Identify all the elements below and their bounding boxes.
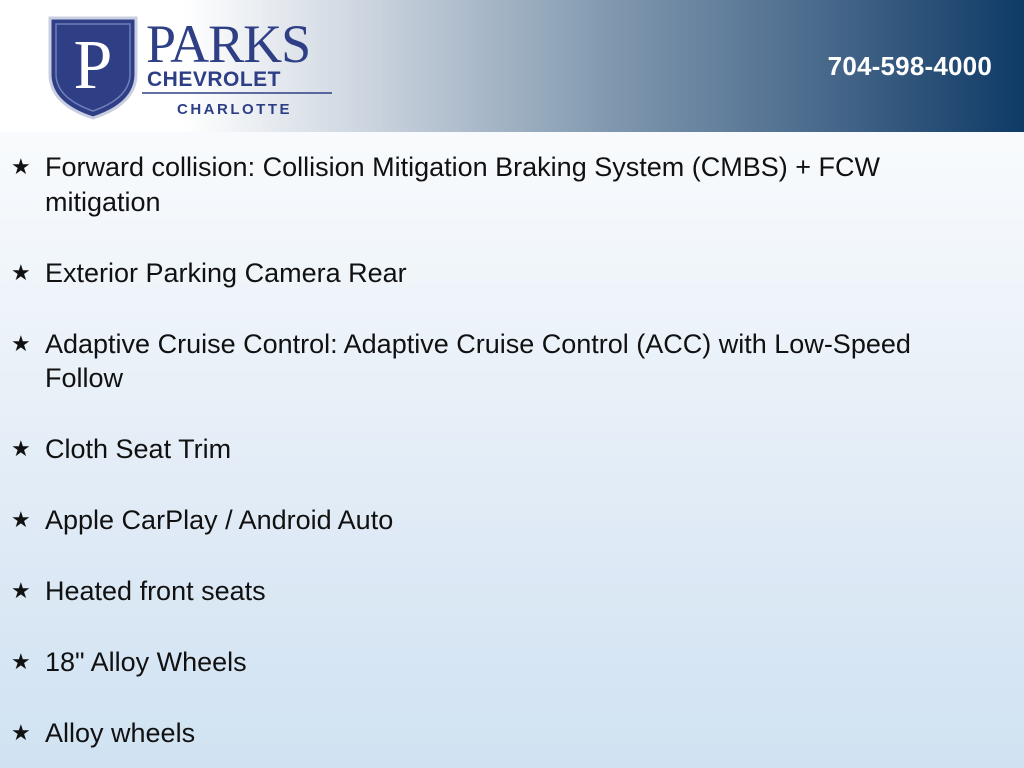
- logo-location: CHARLOTTE: [177, 101, 292, 118]
- dealer-phone-number[interactable]: 704-598-4000: [827, 51, 992, 81]
- logo-brand: PARKS: [146, 14, 311, 74]
- logo-monogram: P: [73, 27, 113, 104]
- feature-item: [0, 432, 1024, 467]
- star-icon: ★: [11, 649, 31, 674]
- star-icon: ★: [11, 720, 31, 745]
- feature-item: [0, 645, 1024, 680]
- feature-label: 18" Alloy Wheels: [45, 647, 247, 677]
- star-icon: ★: [11, 578, 31, 603]
- feature-label: Heated front seats: [45, 576, 266, 606]
- star-icon: ★: [11, 507, 31, 532]
- feature-item: [0, 150, 1024, 219]
- star-icon: ★: [11, 154, 31, 179]
- parks-chevrolet-logo: [46, 12, 346, 122]
- star-icon: ★: [11, 330, 31, 356]
- feature-item: [0, 256, 1024, 291]
- feature-list: [0, 150, 1024, 768]
- feature-item: [0, 716, 1024, 751]
- feature-label: Adaptive Cruise Control: Adaptive Cruise Control (ACC) with Low-Speed Follow: [45, 328, 911, 393]
- feature-label: Exterior Parking Camera Rear: [45, 257, 407, 288]
- star-icon: ★: [11, 436, 31, 461]
- star-icon: ★: [11, 259, 31, 285]
- feature-label: Alloy wheels: [45, 718, 196, 748]
- feature-item: [0, 327, 1024, 396]
- header-banner: [0, 0, 1024, 132]
- logo-make: CHEVROLET: [147, 68, 282, 91]
- feature-label: Cloth Seat Trim: [45, 434, 232, 464]
- feature-label: Forward collision: Collision Mitigation Braking System (CMBS) + FCW mitigation: [45, 152, 880, 217]
- feature-item: [0, 574, 1024, 609]
- feature-label: Apple CarPlay / Android Auto: [45, 505, 394, 535]
- feature-item: [0, 503, 1024, 538]
